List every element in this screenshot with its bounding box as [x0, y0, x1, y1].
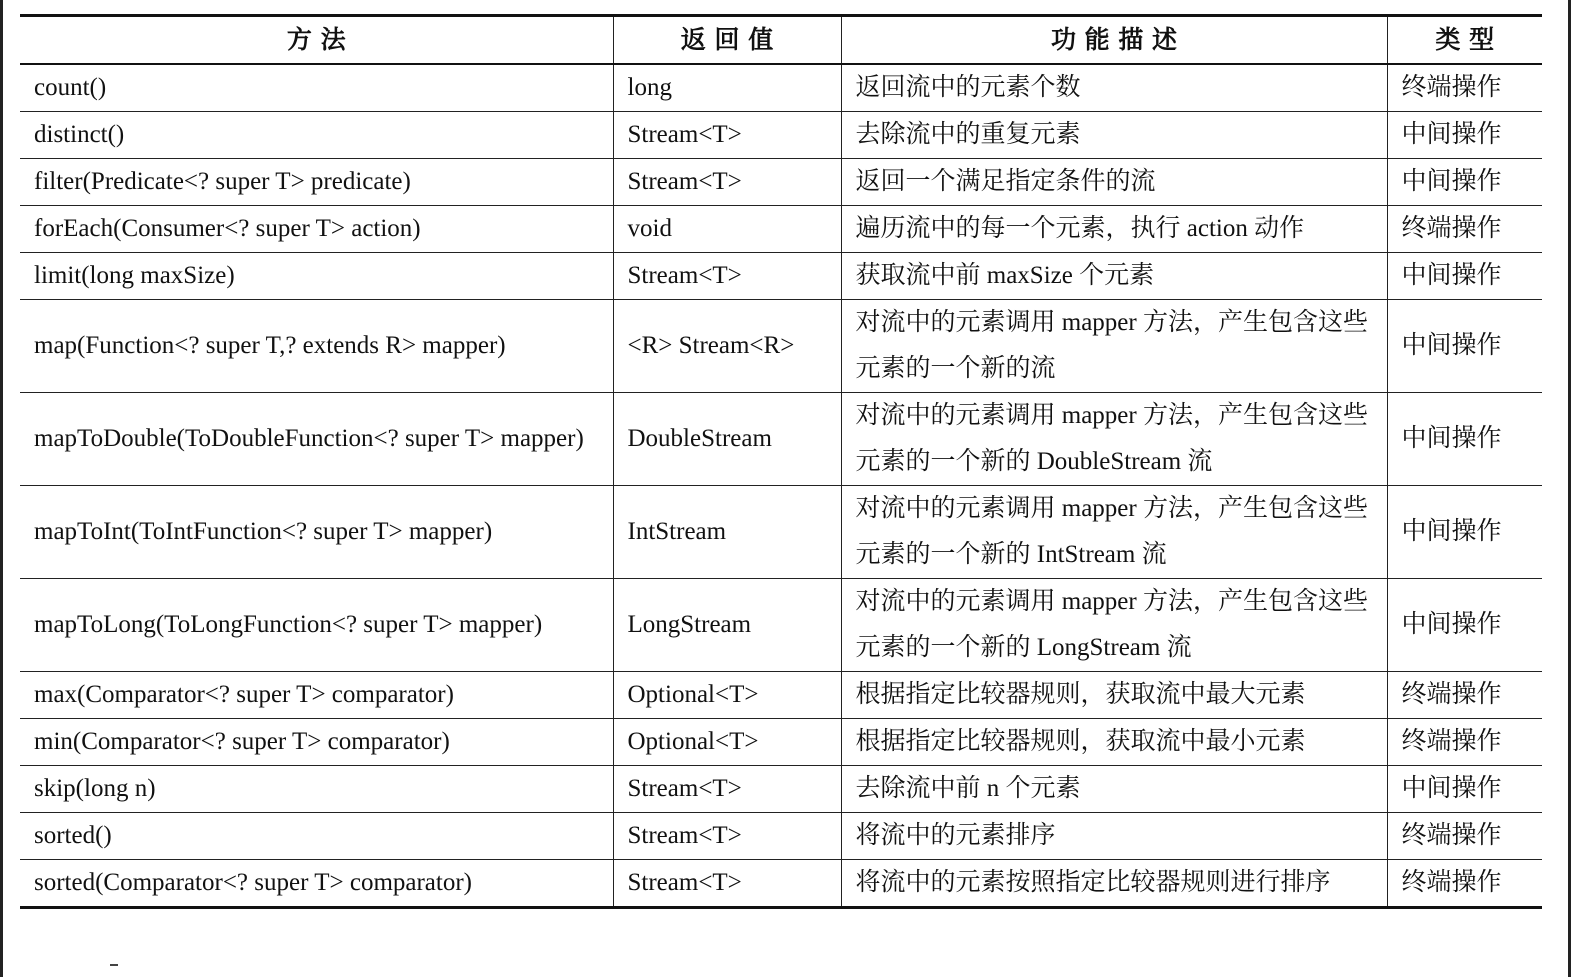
method-cell: skip(long n) [20, 766, 613, 813]
description-cell: 根据指定比较器规则，获取流中最大元素 [841, 672, 1387, 719]
table-row [20, 672, 1542, 719]
method-cell: sorted() [20, 813, 613, 860]
description-cell: 对流中的元素调用 mapper 方法，产生包含这些元素的一个新的 DoubleStream 流 [841, 393, 1387, 486]
table-row [20, 393, 1542, 486]
return-cell: Stream<T> [613, 253, 841, 300]
stream-methods-table [20, 14, 1542, 909]
method-cell: limit(long maxSize) [20, 253, 613, 300]
table-row [20, 112, 1542, 159]
type-cell: 中间操作 [1387, 393, 1542, 486]
table-row [20, 813, 1542, 860]
description-cell: 对流中的元素调用 mapper 方法，产生包含这些元素的一个新的 LongStream 流 [841, 579, 1387, 672]
return-cell: Stream<T> [613, 159, 841, 206]
left-border [0, 0, 3, 977]
method-cell: mapToDouble(ToDoubleFunction<? super T> mapper) [20, 393, 613, 486]
method-cell: min(Comparator<? super T> comparator) [20, 719, 613, 766]
type-cell: 中间操作 [1387, 112, 1542, 159]
return-cell: void [613, 206, 841, 253]
method-cell: max(Comparator<? super T> comparator) [20, 672, 613, 719]
table-row [20, 206, 1542, 253]
method-cell: sorted(Comparator<? super T> comparator) [20, 860, 613, 908]
type-cell: 中间操作 [1387, 253, 1542, 300]
return-cell: IntStream [613, 486, 841, 579]
method-cell: distinct() [20, 112, 613, 159]
scan-mark [110, 964, 118, 966]
table-row [20, 860, 1542, 908]
type-cell: 终端操作 [1387, 206, 1542, 253]
return-cell: Stream<T> [613, 860, 841, 908]
description-cell: 对流中的元素调用 mapper 方法，产生包含这些元素的一个新的 IntStream 流 [841, 486, 1387, 579]
return-cell: long [613, 64, 841, 112]
type-cell: 中间操作 [1387, 486, 1542, 579]
method-cell: count() [20, 64, 613, 112]
table-row [20, 300, 1542, 393]
header-description: 功 能 描 述 [841, 16, 1387, 65]
description-cell: 去除流中的重复元素 [841, 112, 1387, 159]
method-cell: map(Function<? super T,? extends R> mapper) [20, 300, 613, 393]
header-method: 方 法 [20, 16, 613, 65]
type-cell: 终端操作 [1387, 64, 1542, 112]
table-row [20, 64, 1542, 112]
type-cell: 中间操作 [1387, 159, 1542, 206]
method-cell: mapToLong(ToLongFunction<? super T> mapper) [20, 579, 613, 672]
description-cell: 返回一个满足指定条件的流 [841, 159, 1387, 206]
table-row [20, 486, 1542, 579]
return-cell: LongStream [613, 579, 841, 672]
return-cell: Optional<T> [613, 719, 841, 766]
return-cell: DoubleStream [613, 393, 841, 486]
method-cell: filter(Predicate<? super T> predicate) [20, 159, 613, 206]
type-cell: 中间操作 [1387, 766, 1542, 813]
type-cell: 终端操作 [1387, 672, 1542, 719]
header-row [20, 16, 1542, 65]
table-row [20, 579, 1542, 672]
return-cell: Stream<T> [613, 813, 841, 860]
return-cell: Stream<T> [613, 766, 841, 813]
return-cell: <R> Stream<R> [613, 300, 841, 393]
description-cell: 将流中的元素按照指定比较器规则进行排序 [841, 860, 1387, 908]
description-cell: 去除流中前 n 个元素 [841, 766, 1387, 813]
type-cell: 中间操作 [1387, 300, 1542, 393]
description-cell: 对流中的元素调用 mapper 方法，产生包含这些元素的一个新的流 [841, 300, 1387, 393]
description-cell: 根据指定比较器规则，获取流中最小元素 [841, 719, 1387, 766]
table-row [20, 766, 1542, 813]
table-row [20, 253, 1542, 300]
type-cell: 终端操作 [1387, 719, 1542, 766]
return-cell: Optional<T> [613, 672, 841, 719]
table-row [20, 719, 1542, 766]
header-type: 类 型 [1387, 16, 1542, 65]
type-cell: 终端操作 [1387, 860, 1542, 908]
description-cell: 返回流中的元素个数 [841, 64, 1387, 112]
type-cell: 中间操作 [1387, 579, 1542, 672]
type-cell: 终端操作 [1387, 813, 1542, 860]
description-cell: 将流中的元素排序 [841, 813, 1387, 860]
return-cell: Stream<T> [613, 112, 841, 159]
description-cell: 遍历流中的每一个元素，执行 action 动作 [841, 206, 1387, 253]
header-return: 返 回 值 [613, 16, 841, 65]
description-cell: 获取流中前 maxSize 个元素 [841, 253, 1387, 300]
table-row [20, 159, 1542, 206]
method-cell: forEach(Consumer<? super T> action) [20, 206, 613, 253]
method-cell: mapToInt(ToIntFunction<? super T> mapper) [20, 486, 613, 579]
